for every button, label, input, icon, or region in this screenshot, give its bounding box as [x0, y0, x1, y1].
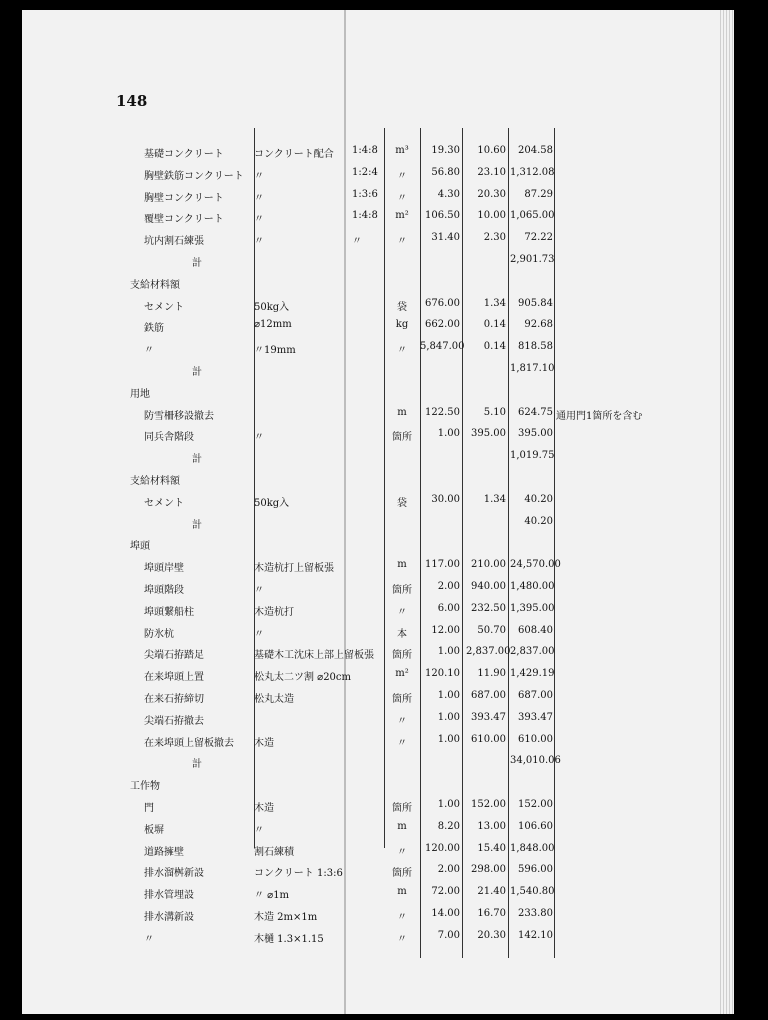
item-spec: 木造	[254, 803, 274, 814]
item-amount: 608.40	[518, 624, 553, 636]
item-spec: 50kg入	[254, 497, 290, 509]
table-row	[22, 731, 734, 751]
table-row	[22, 295, 734, 315]
item-name: 埠頭繋船柱	[144, 606, 194, 618]
item-name: セメント	[144, 301, 184, 313]
item-unit-price: 20.30	[477, 929, 506, 941]
item-name: 在来埠頭上置	[144, 672, 204, 684]
item-unit-price: 15.40	[477, 842, 506, 854]
item-spec: 〃	[254, 628, 264, 640]
item-unit: 〃	[397, 737, 407, 749]
item-name: 計	[192, 367, 202, 378]
item-amount: 1,480.00	[510, 581, 555, 592]
item-spec: 松丸太二ツ割 ⌀20cm	[254, 672, 352, 684]
item-unit-price: 610.00	[471, 733, 506, 745]
item-quantity: 1.00	[437, 428, 460, 440]
table-row	[22, 927, 734, 947]
item-quantity: 120.00	[425, 842, 460, 854]
item-unit-price: 298.00	[471, 864, 506, 876]
item-ratio: 〃	[352, 236, 362, 248]
item-amount: 1,817.10	[510, 363, 555, 374]
item-quantity: 2.00	[437, 581, 460, 592]
table-row	[22, 513, 734, 533]
table-row	[22, 556, 734, 576]
item-unit-price: 1.34	[483, 297, 506, 309]
item-quantity: 1.00	[437, 733, 460, 745]
item-spec: 〃19mm	[254, 345, 296, 357]
item-spec: 木樋 1.3×1.15	[254, 933, 324, 945]
table-row	[22, 752, 734, 772]
item-quantity: 117.00	[425, 559, 460, 571]
item-unit: m³	[395, 145, 409, 156]
item-spec: 割石練積	[254, 846, 294, 858]
item-unit: 袋	[397, 301, 407, 313]
item-unit: m	[397, 406, 407, 418]
item-ratio: 1:3:6	[352, 188, 378, 200]
page-number: 148	[116, 92, 148, 110]
item-name: 支給材料額	[130, 476, 180, 487]
item-unit: 箇所	[392, 803, 412, 814]
table-row	[22, 905, 734, 925]
item-name: 門	[144, 803, 154, 814]
item-spec: 〃	[254, 585, 264, 596]
item-quantity: 662.00	[425, 319, 460, 331]
table-row	[22, 251, 734, 271]
item-name: 支給材料額	[130, 279, 180, 291]
item-spec: 木造 2m×1m	[254, 912, 318, 923]
item-amount: 106.60	[518, 820, 553, 832]
table-row	[22, 164, 734, 184]
item-unit: kg	[395, 319, 409, 331]
item-name: 埠頭岸壁	[144, 563, 184, 575]
item-unit: 〃	[397, 912, 407, 923]
item-name: 胸壁鉄筋コンクリート	[144, 170, 244, 182]
item-quantity: 12.00	[431, 624, 460, 636]
item-amount: 2,901.73	[510, 254, 555, 265]
item-quantity: 6.00	[437, 602, 460, 614]
item-name: 板塀	[144, 824, 164, 836]
item-unit: m	[397, 886, 407, 898]
item-unit: 箇所	[392, 585, 412, 596]
item-name: 計	[192, 258, 202, 269]
item-amount: 1,540.80	[510, 886, 555, 898]
table-row	[22, 142, 734, 162]
item-unit: 〃	[397, 170, 407, 182]
item-unit-price: 152.00	[471, 799, 506, 810]
item-unit-price: 21.40	[477, 886, 506, 898]
item-name: 排水管埋設	[144, 890, 194, 902]
item-unit: 〃	[397, 345, 407, 357]
table-row	[22, 534, 734, 554]
item-name: 工作物	[130, 781, 160, 793]
item-name: 在来石拵締切	[144, 694, 204, 705]
item-unit-price: 2,837.00	[466, 646, 511, 658]
item-amount: 1,019.75	[510, 450, 555, 462]
item-unit-price: 687.00	[471, 690, 506, 701]
item-name: 計	[192, 759, 202, 771]
item-name: 排水溜桝新設	[144, 868, 204, 880]
item-unit-price: 10.60	[477, 145, 506, 156]
item-unit-price: 2.30	[483, 232, 506, 244]
item-spec: 〃 ⌀1m	[254, 890, 290, 902]
item-spec: コンクリート 1:3:6	[254, 868, 343, 880]
item-name: 基礎コンクリート	[144, 149, 224, 160]
table-row	[22, 665, 734, 685]
item-amount: 395.00	[518, 428, 553, 440]
item-spec: 基礎木工沈床上部上留板張	[254, 650, 374, 662]
table-row	[22, 360, 734, 380]
table-row	[22, 229, 734, 249]
item-quantity: 1.00	[437, 690, 460, 701]
item-amount: 152.00	[518, 799, 553, 810]
item-unit-price: 50.70	[477, 624, 506, 636]
item-name: 尖端石拵踏足	[144, 650, 204, 662]
item-unit: 箇所	[392, 432, 412, 444]
table-row	[22, 316, 734, 336]
item-unit: 〃	[397, 606, 407, 618]
item-name: 計	[192, 519, 202, 531]
item-amount: 624.75	[518, 406, 553, 418]
item-unit: 〃	[397, 846, 407, 858]
item-unit-price: 0.14	[483, 319, 506, 331]
item-name: 坑内割石練張	[144, 236, 204, 248]
item-spec: 木造杭打	[254, 606, 294, 618]
item-unit-price: 10.00	[477, 210, 506, 222]
item-amount: 687.00	[518, 690, 553, 701]
item-quantity: 31.40	[431, 232, 460, 244]
item-unit: 本	[397, 628, 407, 640]
item-spec: 〃	[254, 170, 264, 182]
item-quantity: 19.30	[431, 145, 460, 156]
item-unit-price: 16.70	[477, 908, 506, 919]
item-unit-price: 5.10	[483, 406, 506, 418]
item-name: 防氷杭	[144, 628, 174, 640]
item-amount: 233.80	[518, 908, 553, 919]
item-name: 〃	[144, 345, 154, 357]
item-amount: 142.10	[518, 929, 553, 941]
item-ratio: 1:4:8	[352, 210, 378, 222]
item-spec: 〃	[254, 824, 264, 836]
item-amount: 610.00	[518, 733, 553, 745]
item-amount: 596.00	[518, 864, 553, 876]
item-name: セメント	[144, 497, 184, 509]
document-page	[22, 10, 734, 1014]
item-quantity: 14.00	[431, 908, 460, 919]
item-quantity: 2.00	[437, 864, 460, 876]
item-amount: 2,837.00	[510, 646, 555, 658]
table-row	[22, 186, 734, 206]
item-unit: 〃	[397, 236, 407, 248]
item-quantity: 8.20	[437, 820, 460, 832]
item-quantity: 30.00	[431, 493, 460, 505]
table-row	[22, 687, 734, 707]
item-unit: 〃	[397, 715, 407, 727]
item-unit: m	[397, 559, 407, 571]
item-name: 同兵舎階段	[144, 432, 194, 444]
item-spec: 〃	[254, 236, 264, 248]
item-amount: 87.29	[524, 188, 553, 200]
item-quantity: 56.80	[431, 166, 460, 178]
item-quantity: 1.00	[437, 799, 460, 810]
item-quantity: 1.00	[437, 711, 460, 723]
table-row	[22, 578, 734, 598]
item-amount: 1,848.00	[510, 842, 555, 854]
item-spec: 〃	[254, 192, 264, 204]
item-name: 用地	[130, 388, 150, 400]
item-unit-price: 20.30	[477, 188, 506, 200]
item-spec: 木造	[254, 737, 274, 749]
table-row	[22, 469, 734, 489]
item-unit-price: 23.10	[477, 166, 506, 178]
item-spec: 〃	[254, 214, 264, 226]
item-unit-price: 11.90	[477, 668, 506, 680]
item-quantity: 676.00	[425, 297, 460, 309]
item-amount: 905.84	[518, 297, 553, 309]
item-spec: 50kg入	[254, 301, 290, 313]
item-amount: 393.47	[518, 711, 553, 723]
item-unit: 袋	[397, 497, 407, 509]
item-spec: 〃	[254, 432, 264, 444]
item-unit-price: 210.00	[471, 559, 506, 571]
table-row	[22, 273, 734, 293]
table-row	[22, 600, 734, 620]
table-row	[22, 404, 734, 424]
table-row	[22, 447, 734, 467]
item-unit: 箇所	[392, 868, 412, 880]
item-name: 計	[192, 454, 202, 466]
item-amount: 72.22	[524, 232, 553, 244]
item-name: 在来埠頭上留板撤去	[144, 737, 234, 749]
table-row	[22, 622, 734, 642]
table-row	[22, 338, 734, 358]
item-quantity: 5,847.00	[420, 341, 465, 353]
table-row	[22, 840, 734, 860]
item-unit: 〃	[397, 933, 407, 945]
item-note: 通用門1箇所を含む	[556, 410, 643, 422]
item-name: 埠頭	[130, 541, 150, 553]
item-spec: ⌀12mm	[254, 319, 292, 331]
item-amount: 24,570.00	[510, 559, 561, 571]
item-unit: m²	[395, 210, 409, 222]
item-amount: 1,395.00	[510, 602, 555, 614]
table-row	[22, 643, 734, 663]
table-row	[22, 382, 734, 402]
table-row	[22, 883, 734, 903]
item-name: 〃	[144, 933, 154, 945]
item-spec: 木造杭打上留板張	[254, 563, 334, 575]
item-name: 胸壁コンクリート	[144, 192, 224, 204]
item-amount: 40.20	[524, 493, 553, 505]
item-quantity: 1.00	[437, 646, 460, 658]
table-row	[22, 207, 734, 227]
item-spec: 松丸太造	[254, 694, 294, 705]
item-unit: 箇所	[392, 650, 412, 662]
item-name: 鉄筋	[144, 323, 164, 335]
item-name: 埠頭階段	[144, 585, 184, 596]
item-spec: コンクリート配合	[254, 149, 334, 160]
item-unit-price: 395.00	[471, 428, 506, 440]
item-quantity: 72.00	[431, 886, 460, 898]
table-row	[22, 796, 734, 816]
item-unit: 〃	[397, 192, 407, 204]
table-row	[22, 709, 734, 729]
item-quantity: 122.50	[425, 406, 460, 418]
item-unit: 箇所	[392, 694, 412, 705]
item-unit-price: 13.00	[477, 820, 506, 832]
item-ratio: 1:4:8	[352, 145, 378, 156]
item-quantity: 4.30	[437, 188, 460, 200]
table-row	[22, 818, 734, 838]
table-row	[22, 425, 734, 445]
item-quantity: 120.10	[425, 668, 460, 680]
item-unit-price: 0.14	[483, 341, 506, 353]
item-ratio: 1:2:4	[352, 166, 378, 178]
item-amount: 1,312.08	[510, 166, 555, 178]
item-amount: 204.58	[518, 145, 553, 156]
item-unit-price: 940.00	[471, 581, 506, 592]
item-amount: 34,010.06	[510, 755, 561, 767]
item-name: 覆壁コンクリート	[144, 214, 224, 226]
item-amount: 40.20	[524, 515, 553, 527]
item-amount: 818.58	[518, 341, 553, 353]
item-name: 防雪柵移設撤去	[144, 410, 214, 422]
item-amount: 1,429.19	[510, 668, 555, 680]
item-amount: 1,065.00	[510, 210, 555, 222]
item-name: 排水溝新設	[144, 912, 194, 923]
item-name: 尖端石拵撤去	[144, 715, 204, 727]
table-row	[22, 491, 734, 511]
item-quantity: 7.00	[437, 929, 460, 941]
item-quantity: 106.50	[425, 210, 460, 222]
table-row	[22, 861, 734, 881]
item-amount: 92.68	[524, 319, 553, 331]
table-row	[22, 774, 734, 794]
item-unit: m²	[395, 668, 409, 680]
item-unit: m	[397, 820, 407, 832]
item-unit-price: 1.34	[483, 493, 506, 505]
item-unit-price: 232.50	[471, 602, 506, 614]
item-name: 道路擁壁	[144, 846, 184, 858]
item-unit-price: 393.47	[471, 711, 506, 723]
